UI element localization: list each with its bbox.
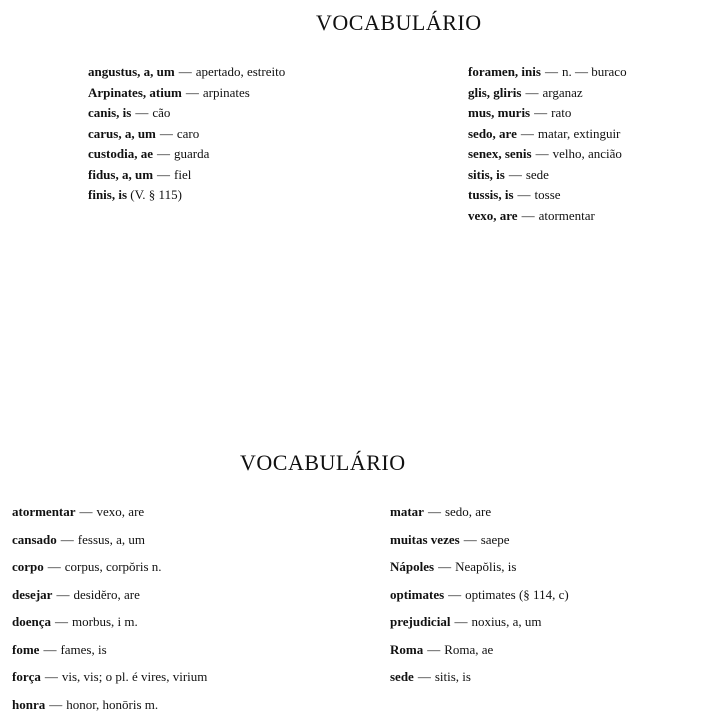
vocab-definition: n. — buraco <box>561 64 627 79</box>
vocab-entry <box>12 663 207 691</box>
vocab-headword: foramen, inis <box>468 64 541 79</box>
vocab-entry <box>390 526 569 554</box>
vocab-definition: fiel <box>174 166 192 182</box>
bottom-right-column <box>390 498 569 691</box>
vocab-entry <box>390 608 569 636</box>
em-dash-separator: — <box>544 64 558 79</box>
vocab-headword: atormentar <box>12 504 76 519</box>
vocab-definition: vexo, are <box>96 504 145 519</box>
vocab-definition: tosse <box>534 187 561 202</box>
vocab-definition: honor, honōris m. <box>66 696 159 712</box>
top-left-column <box>88 62 285 206</box>
em-dash-separator: — <box>47 559 61 574</box>
vocab-definition: desidĕro, are <box>73 586 140 602</box>
em-dash-separator: — <box>454 614 468 629</box>
vocab-definition: guarda <box>174 146 210 161</box>
vocab-definition: atormentar <box>538 207 595 223</box>
vocab-headword: custodia, ae <box>88 146 153 161</box>
vocab-headword: doença <box>12 614 51 629</box>
vocab-headword: Nápoles <box>390 559 435 574</box>
vocab-entry <box>468 124 627 145</box>
em-dash-separator: — <box>43 641 57 657</box>
vocab-definition: vis, vis; o pl. é vires, virium <box>61 669 208 684</box>
vocab-definition: morbus, i m. <box>72 614 138 629</box>
vocab-entry <box>468 165 627 186</box>
vocab-definition: optimates (§ 114, c) <box>465 586 569 602</box>
vocab-entry <box>12 581 207 609</box>
vocab-definition: sedo, are <box>444 504 492 519</box>
vocab-definition: sitis, is <box>434 669 471 684</box>
vocab-entry <box>468 62 627 83</box>
em-dash-separator: — <box>463 531 477 547</box>
vocab-definition: (V. § 115) <box>130 187 182 202</box>
vocab-entry <box>88 185 285 206</box>
vocab-headword: fidus, a, um <box>88 166 154 182</box>
vocab-definition: corpus, corpŏris n. <box>64 559 162 574</box>
vocab-entry <box>390 663 569 691</box>
vocab-headword: carus, a, um <box>88 125 156 141</box>
vocab-definition: matar, extinguir <box>537 125 621 141</box>
vocab-headword: força <box>12 669 41 684</box>
em-dash-separator: — <box>135 105 149 120</box>
em-dash-separator: — <box>49 696 63 712</box>
vocab-entry <box>390 553 569 581</box>
vocab-entry <box>468 103 627 124</box>
vocab-headword: mus, muris <box>468 105 531 120</box>
vocab-headword: tussis, is <box>468 187 514 202</box>
vocab-definition: Roma, ae <box>444 641 494 657</box>
vocab-headword: optimates <box>390 586 445 602</box>
em-dash-separator: — <box>427 641 441 657</box>
vocab-headword: desejar <box>12 586 53 602</box>
vocab-entry <box>390 636 569 664</box>
vocab-headword: finis, is <box>88 187 128 202</box>
vocab-headword: glis, gliris <box>468 84 522 100</box>
vocab-headword: angustus, a, um <box>88 64 175 79</box>
vocab-headword: matar <box>390 504 424 519</box>
vocab-entry <box>390 498 569 526</box>
vocab-entry <box>88 62 285 83</box>
em-dash-separator: — <box>44 669 58 684</box>
em-dash-separator: — <box>438 559 452 574</box>
vocab-definition: fames, is <box>60 641 107 657</box>
em-dash-separator: — <box>185 84 199 100</box>
vocab-entry <box>12 526 207 554</box>
vocab-headword: fome <box>12 641 40 657</box>
vocab-entry <box>88 124 285 145</box>
em-dash-separator: — <box>517 187 531 202</box>
em-dash-separator: — <box>55 614 68 629</box>
vocab-entry <box>12 608 207 636</box>
em-dash-separator: — <box>521 207 535 223</box>
em-dash-separator: — <box>157 166 171 182</box>
vocab-definition: velho, ancião <box>552 146 622 161</box>
vocab-headword: Roma <box>390 641 424 657</box>
vocab-headword: senex, senis <box>468 146 532 161</box>
vocab-entry <box>88 144 285 165</box>
vocab-entry <box>468 185 627 206</box>
vocab-entry <box>88 83 285 104</box>
vocab-headword: sedo, are <box>468 125 517 141</box>
em-dash-separator: — <box>159 125 173 141</box>
vocab-entry <box>12 553 207 581</box>
vocab-headword: sede <box>390 669 414 684</box>
vocab-headword: Arpinates, atium <box>88 84 182 100</box>
vocab-headword: canis, is <box>88 105 132 120</box>
vocab-definition: Neapŏlis, is <box>455 559 517 574</box>
vocab-definition: rato <box>551 105 572 120</box>
em-dash-separator: — <box>535 146 549 161</box>
vocab-entry <box>12 498 207 526</box>
em-dash-separator: — <box>79 504 93 519</box>
vocab-definition: fessus, a, um <box>77 531 145 547</box>
vocab-definition: arganaz <box>542 84 583 100</box>
em-dash-separator: — <box>56 586 70 602</box>
vocab-entry <box>88 103 285 124</box>
vocab-headword: vexo, are <box>468 207 518 223</box>
em-dash-separator: — <box>417 669 431 684</box>
vocab-headword: sitis, is <box>468 166 505 182</box>
vocab-entry <box>468 83 627 104</box>
em-dash-separator: — <box>157 146 170 161</box>
em-dash-separator: — <box>60 531 74 547</box>
em-dash-separator: — <box>178 64 192 79</box>
vocab-entry <box>12 636 207 664</box>
em-dash-separator: — <box>525 84 539 100</box>
vocab-entry <box>390 581 569 609</box>
em-dash-separator: — <box>448 586 462 602</box>
vocab-headword: muitas vezes <box>390 531 460 547</box>
vocab-definition: apertado, estreito <box>195 64 286 79</box>
vocab-definition: sede <box>525 166 549 182</box>
em-dash-separator: — <box>508 166 522 182</box>
vocab-headword: corpo <box>12 559 44 574</box>
vocab-headword: honra <box>12 696 46 712</box>
bottom-left-column <box>12 498 207 718</box>
vocab-headword: prejudicial <box>390 614 451 629</box>
top-vocabulary-title: VOCABULÁRIO <box>316 10 482 35</box>
bottom-vocabulary-title: VOCABULÁRIO <box>240 450 406 475</box>
em-dash-separator: — <box>534 105 548 120</box>
vocab-entry <box>468 206 627 227</box>
em-dash-separator: — <box>520 125 534 141</box>
vocab-entry <box>468 144 627 165</box>
vocab-definition: arpinates <box>202 84 250 100</box>
vocab-definition: caro <box>176 125 200 141</box>
vocab-definition: noxius, a, um <box>471 614 542 629</box>
vocab-entry <box>12 691 207 718</box>
vocab-entry <box>88 165 285 186</box>
em-dash-separator: — <box>427 504 441 519</box>
vocab-definition: saepe <box>480 531 510 547</box>
top-right-column <box>468 62 627 226</box>
vocab-definition: cão <box>152 105 171 120</box>
vocab-headword: cansado <box>12 531 57 547</box>
